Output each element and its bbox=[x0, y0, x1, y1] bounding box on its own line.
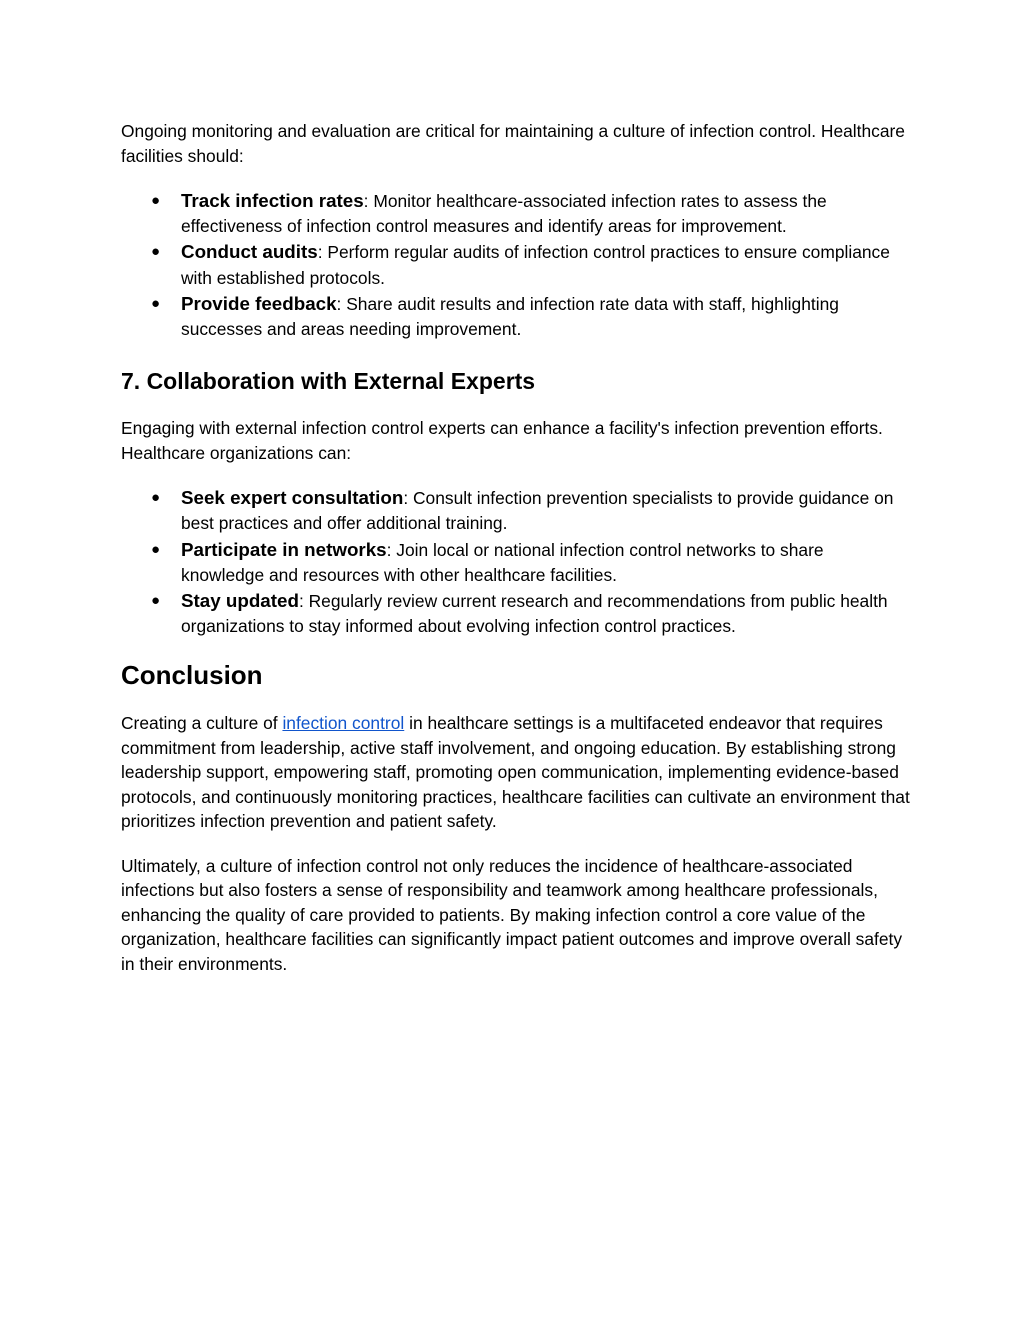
infection-control-link[interactable]: infection control bbox=[282, 713, 405, 734]
list-item-text: : Consult infection prevention specialists to provide guidance on best practices and offer additional training. bbox=[181, 488, 894, 534]
conclusion-paragraph-2: Ultimately, a culture of infection control not only reduces the incidence of healthcare-associated infections but also fosters a sense of responsibility and teamwork among healthcare professionals, enhancing the quality of care provided to patients. By making infection control a core value of the organization, healthcare facilities can significantly impact patient outcomes and improve overall safety in their environments. bbox=[121, 855, 903, 974]
conclusion-heading: Conclusion bbox=[121, 660, 263, 691]
list-item-term: Stay updated bbox=[181, 590, 299, 612]
bullet-icon: ● bbox=[151, 294, 161, 312]
list-item bbox=[121, 485, 911, 536]
bullet-icon: ● bbox=[151, 540, 161, 558]
list-item bbox=[121, 239, 911, 290]
bullet-icon: ● bbox=[151, 592, 161, 610]
monitoring-intro: Ongoing monitoring and evaluation are critical for maintaining a culture of infection control. Healthcare facilities should: bbox=[121, 121, 905, 166]
list-item-text: : Join local or national infection control networks to share knowledge and resources with other healthcare facilities. bbox=[181, 539, 824, 585]
list-item-text: : Regularly review current research and recommendations from public health organizations to stay informed about evolving infection control practices. bbox=[181, 591, 888, 637]
bullet-icon: ● bbox=[151, 192, 161, 209]
list-item bbox=[121, 188, 911, 239]
list-item-text: : Monitor healthcare-associated infection rates to assess the effectiveness of infection control measures and identify areas for improvement. bbox=[181, 191, 827, 237]
section-heading-collaboration: 7. Collaboration with External Experts bbox=[121, 368, 536, 395]
list-item-term: Conduct audits bbox=[181, 241, 318, 263]
conclusion-text-after-link: in healthcare settings is a multifaceted endeavor that requires commitment from leadership, active staff involvement, and ongoing education. By establishing strong leadership support, empowering staff, promoting open communication, implementing evidence-based protocols, and continuously monitoring practices, healthcare facilities can cultivate an environment that prioritizes infection prevention and patient safety. bbox=[121, 713, 910, 832]
conclusion-text-before-link: Creating a culture of bbox=[121, 713, 283, 734]
conclusion-paragraph-1 bbox=[121, 711, 911, 834]
document-page bbox=[121, 119, 911, 976]
bullet-icon: ● bbox=[151, 243, 161, 261]
list-item-term: Provide feedback bbox=[181, 292, 337, 314]
list-item-term: Participate in networks bbox=[181, 538, 387, 560]
list-item-text: : Perform regular audits of infection control practices to ensure compliance with established protocols. bbox=[181, 242, 890, 288]
list-item-term: Track infection rates bbox=[181, 190, 364, 211]
collaboration-list bbox=[121, 485, 911, 639]
monitoring-list bbox=[121, 188, 911, 342]
collaboration-intro: Engaging with external infection control experts can enhance a facility's infection prevention efforts. Healthcare organizations can: bbox=[121, 418, 883, 463]
list-item-text: : Share audit results and infection rate data with staff, highlighting successes and areas needing improvement. bbox=[181, 293, 839, 340]
list-item bbox=[121, 588, 911, 639]
list-item bbox=[121, 537, 911, 588]
bullet-icon: ● bbox=[151, 489, 161, 507]
list-item bbox=[121, 291, 911, 342]
list-item-term: Seek expert consultation bbox=[181, 487, 404, 509]
